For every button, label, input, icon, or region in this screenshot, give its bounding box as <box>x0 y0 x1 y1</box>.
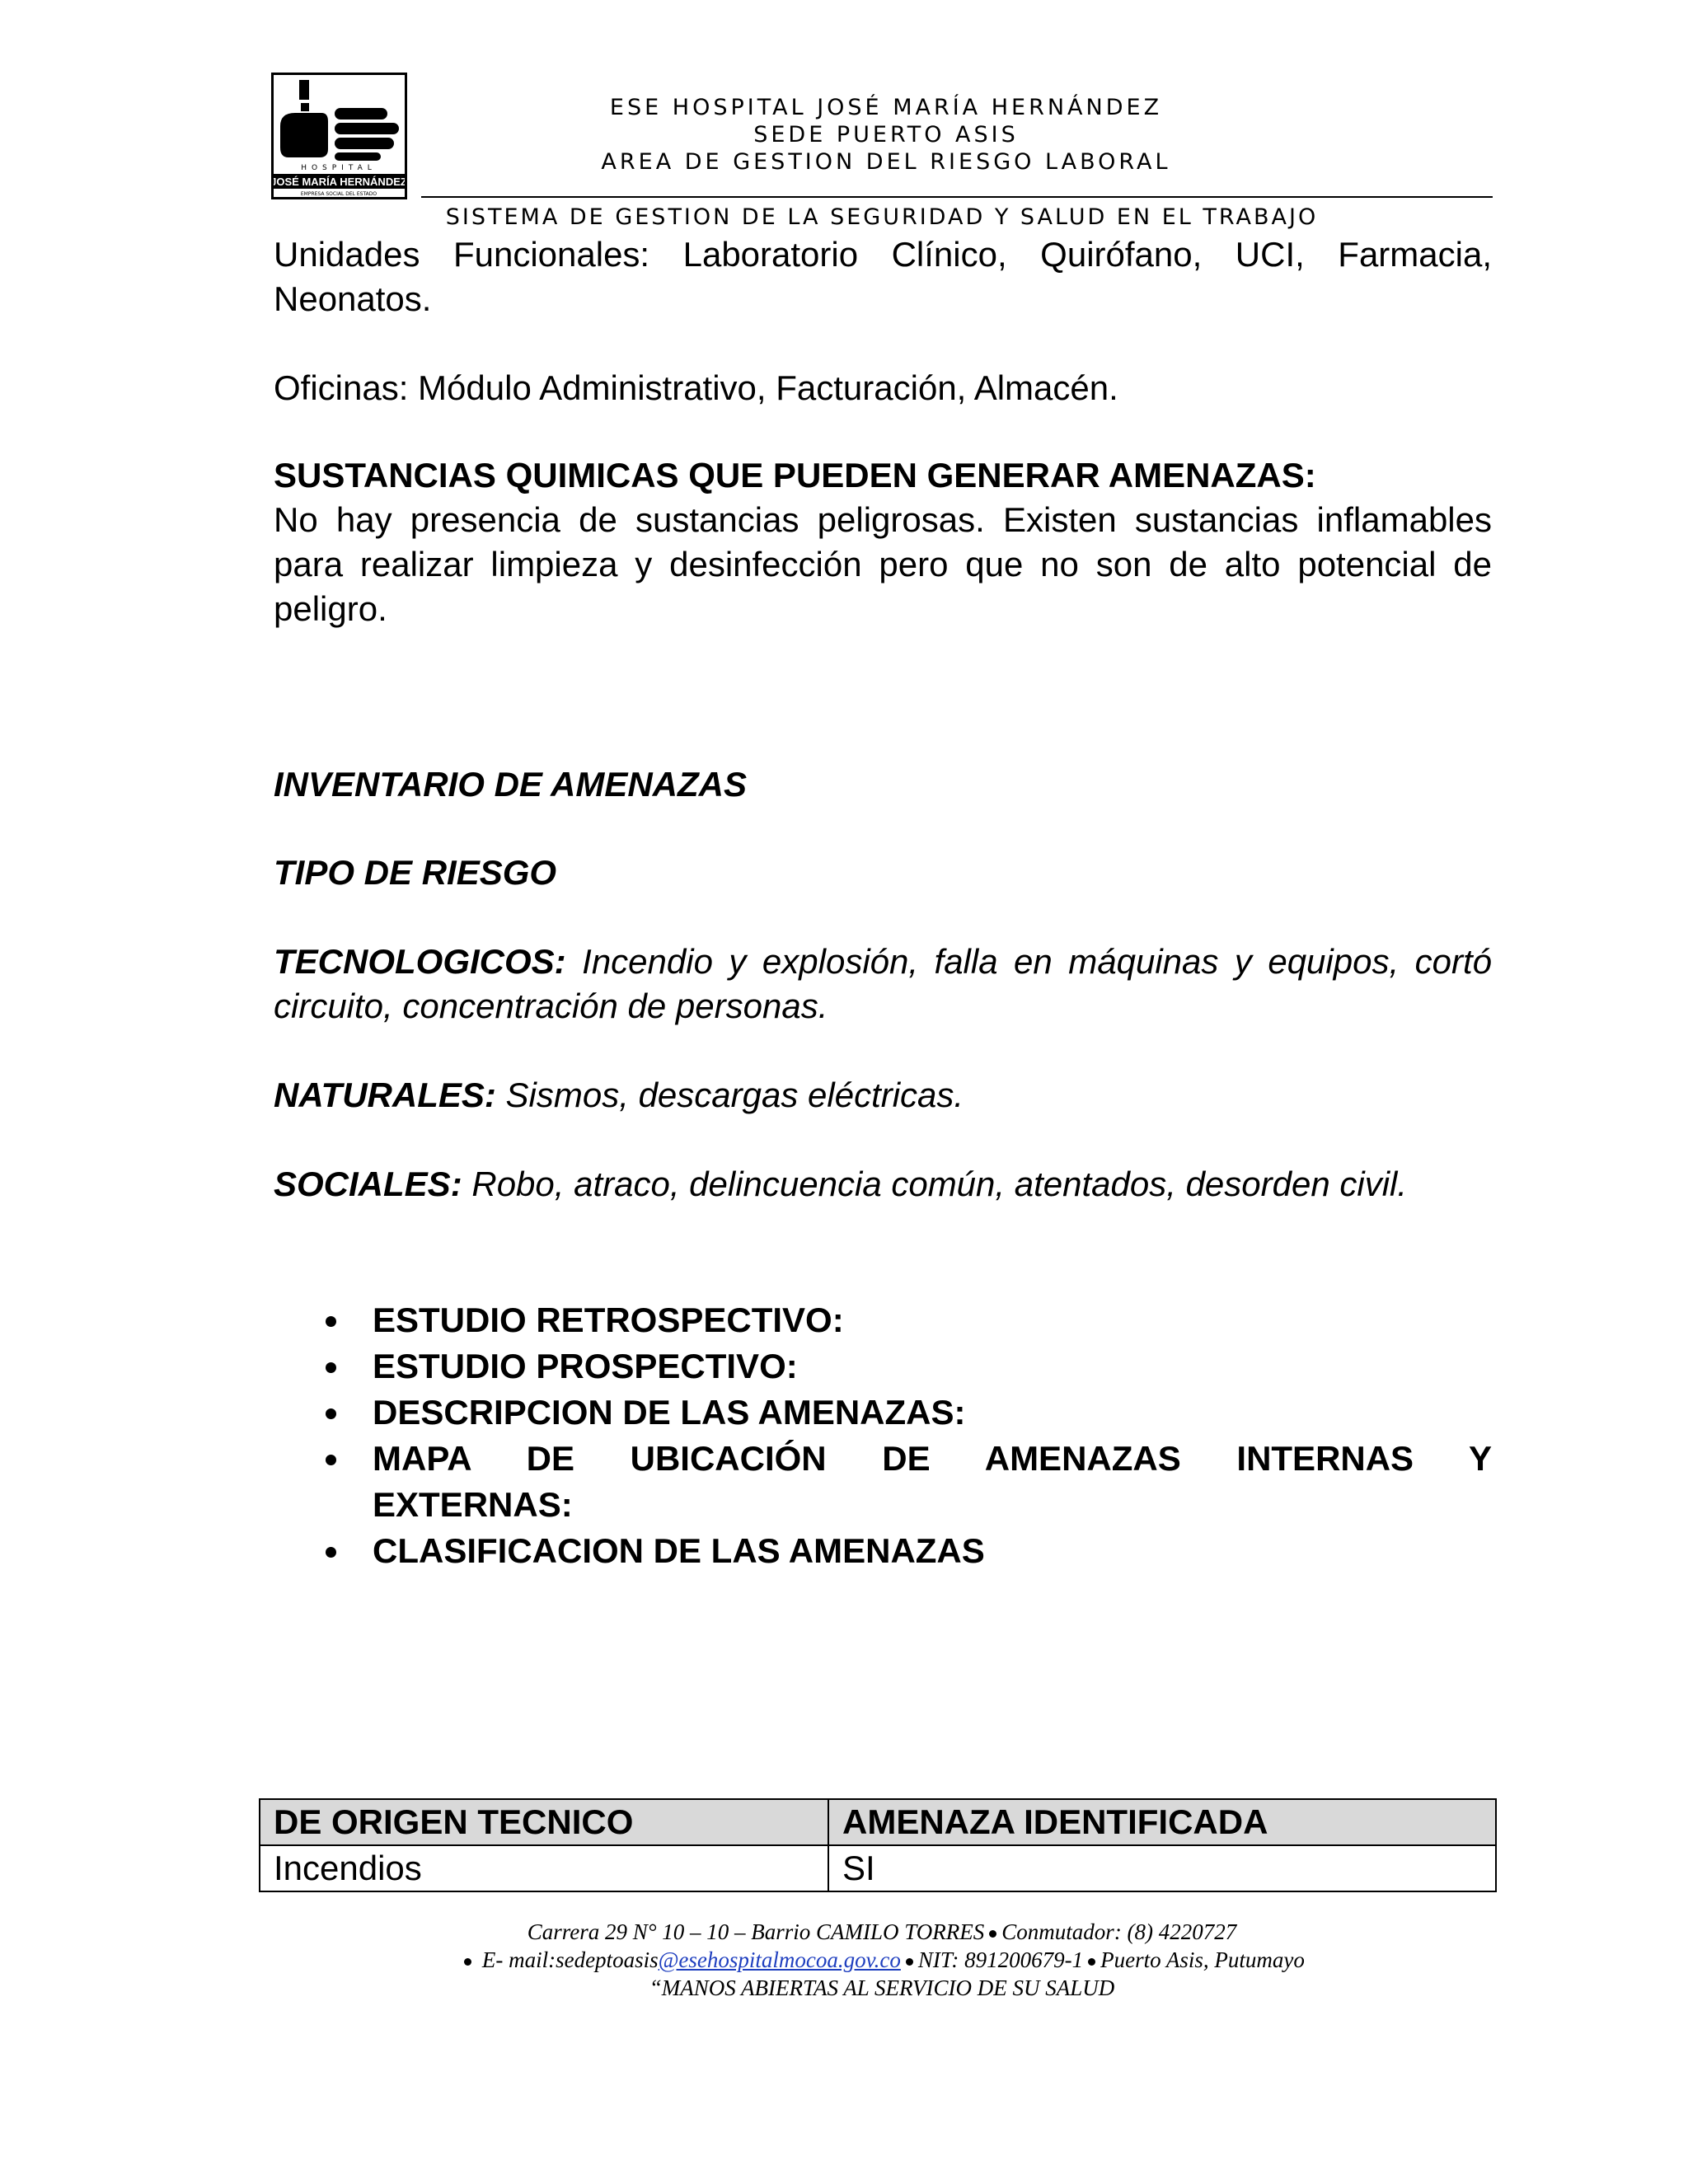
footer-address-line <box>280 1919 1484 1946</box>
naturales-label: NATURALES: <box>274 1076 496 1114</box>
sociales-label: SOCIALES: <box>274 1165 462 1203</box>
bullet-icon <box>326 1408 336 1419</box>
sustancias-title: SUSTANCIAS QUIMICAS QUE PUEDEN GENERAR AMENAZAS: <box>274 456 1316 494</box>
logo-hospital-text: HOSPITAL <box>301 164 377 172</box>
bullet-icon <box>326 1316 336 1327</box>
bullet-icon <box>1088 1958 1095 1966</box>
tipo-riesgo-title: TIPO DE RIESGO <box>274 853 557 892</box>
bullet-icon <box>326 1362 336 1373</box>
table-header-row <box>260 1799 1496 1845</box>
oficinas-paragraph: Oficinas: Módulo Administrativo, Facturación, Almacén. <box>274 368 1118 407</box>
footer-nit: NIT: 891200679-1 <box>917 1947 1084 1972</box>
footer-email-link[interactable]: @esehospitalmocoa.gov.co <box>658 1947 901 1972</box>
sustancias-text: No hay presencia de sustancias peligrosas. Existen sustancias inflamables para realizar limpieza y desinfección pero que no son de alto potencial de peligro. <box>274 500 1492 628</box>
table-header-cell: AMENAZA IDENTIFICADA <box>828 1799 1496 1845</box>
unidades-paragraph: Unidades Funcionales: Laboratorio Clínico, Quirófano, UCI, Farmacia, Neonatos. <box>274 235 1492 318</box>
tecnologicos-paragraph <box>274 940 1492 1029</box>
bullet-list <box>274 1297 1492 1574</box>
tecnologicos-label: TECNOLOGICOS: <box>274 942 566 981</box>
inventario-title: INVENTARIO DE AMENAZAS <box>274 765 748 804</box>
sociales-text: Robo, atraco, delincuencia común, atentados, desorden civil. <box>462 1165 1408 1203</box>
tecnologicos-text: Incendio y explosión, falla en máquinas y equipos, cortó circuito, concentración de personas. <box>274 942 1492 1025</box>
footer-contact-line <box>280 1947 1484 1974</box>
header-system-title: SISTEMA DE GESTION DE LA SEGURIDAD Y SALUD EN EL TRABAJO <box>445 204 1319 230</box>
header-line-2: SEDE PUERTO ASIS <box>753 122 1019 148</box>
logo-name-text: JOSÉ MARÍA HERNÁNDEZ <box>274 176 405 188</box>
logo-sub-text: EMPRESA SOCIAL DEL ESTADO <box>300 191 377 197</box>
amenazas-table <box>259 1798 1497 1892</box>
bullet-icon <box>326 1455 336 1465</box>
list-item: ESTUDIO PROSPECTIVO: <box>274 1343 1492 1390</box>
header-line-3: AREA DE GESTION DEL RIESGO LABORAL <box>601 149 1171 175</box>
bullet-icon <box>464 1958 471 1966</box>
bullet-icon <box>326 1547 336 1558</box>
naturales-paragraph <box>274 1073 1492 1118</box>
naturales-text: Sismos, descargas eléctricas. <box>495 1076 964 1114</box>
list-item: DESCRIPCION DE LAS AMENAZAS: <box>274 1390 1492 1436</box>
header-divider <box>421 196 1493 198</box>
hand-logo-icon <box>274 75 405 197</box>
header-line-1: ESE HOSPITAL JOSÉ MARÍA HERNÁNDEZ <box>609 95 1163 120</box>
bullet-icon <box>989 1930 996 1938</box>
sociales-paragraph <box>274 1162 1492 1207</box>
footer-location: Puerto Asis, Putumayo <box>1100 1947 1305 1972</box>
table-header-cell: DE ORIGEN TECNICO <box>260 1799 828 1845</box>
footer-address: Carrera 29 N° 10 – 10 – Barrio CAMILO TORRES <box>527 1919 985 1944</box>
footer-slogan: “MANOS ABIERTAS AL SERVICIO DE SU SALUD <box>649 1975 1115 2000</box>
list-item: ESTUDIO RETROSPECTIVO: <box>274 1297 1492 1343</box>
table-cell: Incendios <box>260 1845 828 1891</box>
footer-phone: Conmutador: (8) 4220727 <box>1001 1919 1237 1944</box>
table-cell: SI <box>828 1845 1496 1891</box>
footer-email-prefix: E- mail:sedeptoasis <box>481 1947 659 1972</box>
hospital-logo <box>271 73 407 199</box>
list-item: MAPA DE UBICACIÓN DE AMENAZAS INTERNAS Y EXTERNAS: <box>274 1436 1492 1528</box>
bullet-icon <box>906 1958 913 1966</box>
table-row <box>260 1845 1496 1891</box>
list-item: CLASIFICACION DE LAS AMENAZAS <box>274 1528 1492 1574</box>
